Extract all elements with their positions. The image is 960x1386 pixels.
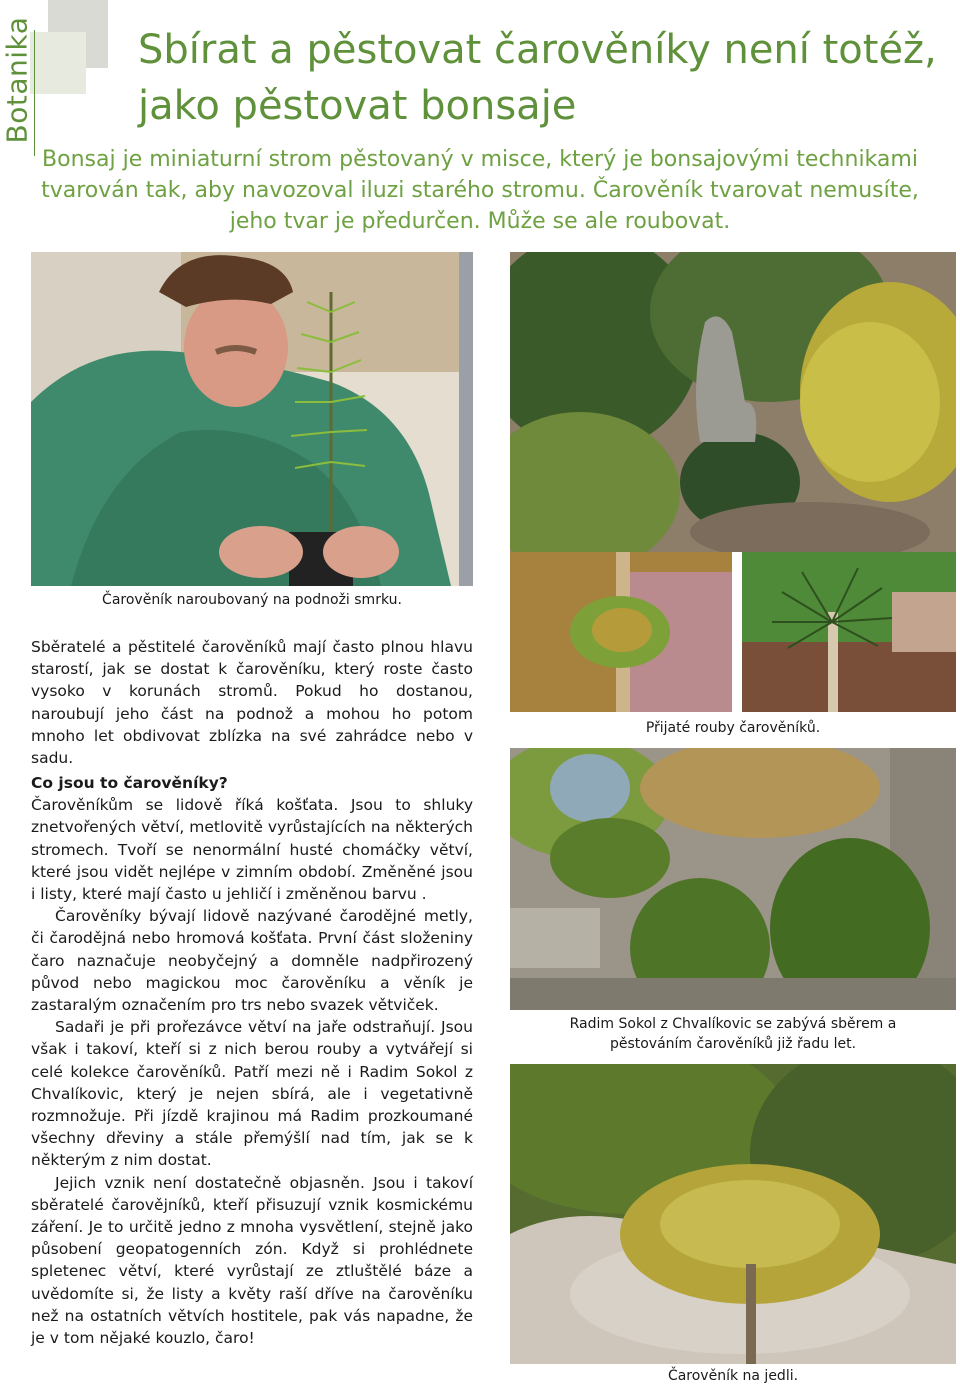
photo-graft-right: [742, 552, 956, 712]
caption-rockery: Radim Sokol z Chvalíkovic se zabývá sběrem a pěstováním čarověníků již řadu let.: [569, 1016, 897, 1052]
article-title: Sbírat a pěstovat čarověníky není totéž, jako pěstovat bonsaje: [138, 27, 937, 129]
photo-fir: [510, 1064, 956, 1364]
body-paragraph: Čarověníkům se lidově říká košťata. Jsou to shluky znetvořených větví, metlovitě vyrůstajících na některých stromech. Tvoří se nenormální husté chomáčky větví, které jsou vidět nejlépe v zimním období. Změněné jsou i listy, které mají často u jehličí i změněnou barvu .: [31, 796, 473, 904]
photo-rockery: [510, 748, 956, 1010]
photo-conifer-garden: [510, 252, 956, 552]
caption-fir: Čarověník na jedli.: [667, 1368, 799, 1384]
section-tab-decoration-inner: [30, 32, 86, 94]
body-paragraph: Jejich vznik není dostatečně objasněn. Jsou i takoví sběratelé čarovějníků, kteří přisuzují vznik kosmickému záření. Je to určitě jedno z mnoha vysvětlení, stejně jako působení geopatogenních zón. Když si prohlédnete spletenec větví, které vyrůstají ze ztluštělé báze a uvědomíte si, že listy a květy raší dříve na čarověníku než na ostatních větvích hostitele, pak vás napadne, že je v tom nějaké kouzlo, čaro!: [31, 1173, 473, 1348]
article-body: [31, 772, 473, 1349]
section-rule: [34, 30, 35, 156]
photo-graft-left: [510, 552, 732, 712]
article-lead: Bonsaj je miniaturní strom pěstovaný v misce, který je bonsajovými technikami tvarován tak, aby navozoval iluzi starého stromu. Čarověník tvarovat nemusíte, jeho tvar je předurčen. Může se ale roubovat.: [41, 147, 919, 234]
section-label: Botanika: [0, 16, 34, 144]
caption-man-photo: Čarověník naroubovaný na podnoži smrku.: [102, 592, 402, 608]
body-paragraph: Sadaři je při prořezávce větví na jaře odstraňují. Jsou však i takoví, kteří si z nich berou rouby a vytvářejí si celé kolekce čarověníků. Patří mezi ně i Radim Sokol z Chvalíkovic, který je nejen sbírá, ale i vegetativně rozmnožuje. Při jízdě krajinou má Radim prozkoumané všechny dřeviny a stále přemýšlí nad tím, jak se k některým z nim dostat.: [31, 1018, 473, 1170]
photo-man-with-graft: [31, 252, 473, 586]
subheading: Co jsou to čarověníky?: [31, 774, 228, 792]
body-paragraph: Čarověníky bývají lidově nazývané čarodějné metly, či čarodějná nebo hromová košťata. První část složeniny čaro naznačuje neobyčejný a domněle nadpřirozený původ nebo magickou moc čarověníku a věník je zastaralým označením pro trs nebo svazek větviček.: [31, 907, 473, 1015]
intro-paragraph: Sběratelé a pěstitelé čarověníků mají často plnou hlavu starostí, jak se dostat k čarověníku, který roste často vysoko v korunách stromů. Pokud ho dostanou, naroubují jeho část na podnož a mohou ho potom mnoho let obdivovat zblízka na své zahrádce nebo v sadu.: [31, 638, 473, 768]
caption-grafts: Přijaté rouby čarověníků.: [645, 720, 821, 736]
